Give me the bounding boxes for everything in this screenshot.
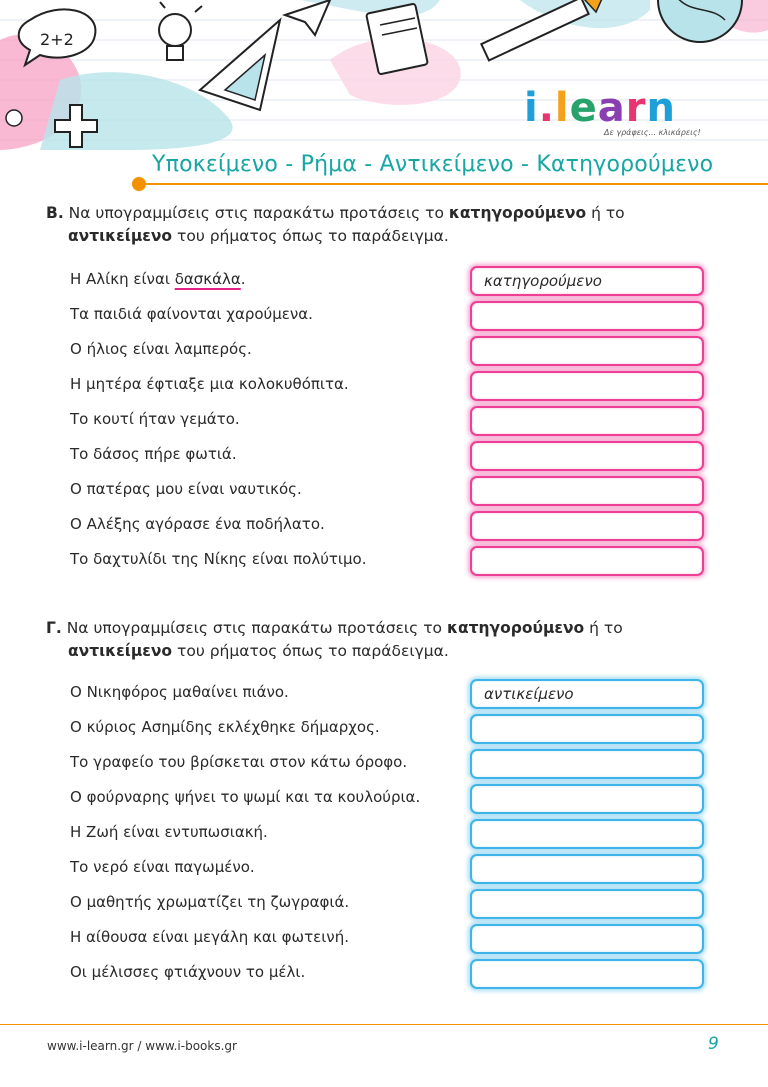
exercise-sentence[interactable]: Ο πατέρας μου είναι ναυτικός. [70, 480, 302, 498]
answer-box[interactable] [470, 406, 704, 436]
title-bullet-dot [132, 177, 146, 191]
answer-box[interactable] [470, 511, 704, 541]
underlined-word: δασκάλα [174, 270, 241, 288]
instr-text: του ρήματος όπως το παράδειγμα. [177, 642, 449, 660]
ilearn-logo [524, 85, 701, 142]
section-b-instructions [46, 202, 736, 248]
answer-box[interactable] [470, 854, 704, 884]
title-underline [138, 183, 768, 185]
answer-box[interactable] [470, 336, 704, 366]
exercise-sentence[interactable]: Οι μέλισσες φτιάχνουν το μέλι. [70, 963, 306, 981]
instr-bold-object: αντικείμενο [68, 642, 173, 660]
answer-box[interactable] [470, 476, 704, 506]
exercise-row [0, 887, 768, 921]
answer-box[interactable] [470, 784, 704, 814]
answer-box[interactable] [470, 889, 704, 919]
exercise-row [0, 334, 768, 368]
exercise-row [0, 817, 768, 851]
page-title: Υποκείμενο - Ρήμα - Αντικείμενο - Κατηγορούμενο [152, 152, 714, 177]
answer-box[interactable] [470, 959, 704, 989]
page-number: 9 [708, 1034, 719, 1054]
exercise-sentence[interactable]: Ο μαθητής χρωματίζει τη ζωγραφιά. [70, 893, 350, 911]
exercise-sentence[interactable]: Ο Αλέξης αγόρασε ένα ποδήλατο. [70, 515, 325, 533]
exercise-row [0, 474, 768, 508]
svg-text:2+2: 2+2 [40, 30, 74, 49]
example-sentence: Ο Νικηφόρος μαθαίνει πιάνο. [70, 683, 289, 701]
exercise-sentence[interactable]: Τα παιδιά φαίνονται χαρούμενα. [70, 305, 313, 323]
answer-box[interactable] [470, 441, 704, 471]
exercise-row-example [0, 264, 768, 298]
exercise-sentence[interactable]: Ο κύριος Ασημίδης εκλέχθηκε δήμαρχος. [70, 718, 380, 736]
exercise-row [0, 957, 768, 991]
answer-box[interactable] [470, 819, 704, 849]
instr-bold-predicate: κατηγορούμενο [448, 204, 587, 222]
exercise-sentence[interactable]: Η αίθουσα είναι μεγάλη και φωτεινή. [70, 928, 349, 946]
answer-box[interactable] [470, 749, 704, 779]
exercise-row [0, 782, 768, 816]
footer-divider [0, 1024, 768, 1025]
footer-links[interactable]: www.i-learn.gr / www.i-books.gr [47, 1039, 237, 1053]
answer-box[interactable]: αντικείμενο [470, 679, 704, 709]
exercise-row [0, 544, 768, 578]
instr-bold-predicate: κατηγορούμενο [446, 619, 585, 637]
answer-box[interactable] [470, 924, 704, 954]
exercise-sentence[interactable]: Ο φούρναρης ψήνει το ψωμί και τα κουλούρια. [70, 788, 421, 806]
example-sentence: Η Αλίκη είναι δασκάλα. [70, 270, 246, 288]
exercise-row [0, 712, 768, 746]
section-g-instructions [46, 617, 736, 663]
section-b-letter: Β. [46, 204, 64, 222]
logo-wordmark: i.learn [524, 85, 676, 131]
instr-text: ή το [589, 619, 623, 637]
exercise-row [0, 404, 768, 438]
exercise-sentence[interactable]: Η Ζωή είναι εντυπωσιακή. [70, 823, 268, 841]
exercise-row [0, 509, 768, 543]
exercise-row [0, 852, 768, 886]
exercise-row [0, 299, 768, 333]
exercise-row-example [0, 677, 768, 711]
section-g-letter: Γ. [46, 619, 62, 637]
exercise-row [0, 439, 768, 473]
exercise-sentence[interactable]: Το δάσος πήρε φωτιά. [70, 445, 237, 463]
exercise-row [0, 369, 768, 403]
exercise-sentence[interactable]: Το γραφείο του βρίσκεται στον κάτω όροφο. [70, 753, 408, 771]
instr-text: Να υπογραμμίσεις στις παρακάτω προτάσεις το [68, 204, 444, 222]
logo-tagline: Δε γράφεις... κλικάρεις! [604, 128, 701, 137]
instr-text: του ρήματος όπως το παράδειγμα. [177, 227, 449, 245]
instr-text: ή το [591, 204, 625, 222]
answer-box[interactable] [470, 301, 704, 331]
exercise-sentence[interactable]: Ο ήλιος είναι λαμπερός. [70, 340, 252, 358]
header-illustration [0, 0, 768, 150]
answer-box[interactable] [470, 371, 704, 401]
exercise-sentence[interactable]: Η μητέρα έφτιαξε μια κολοκυθόπιτα. [70, 375, 349, 393]
exercise-sentence[interactable]: Το δαχτυλίδι της Νίκης είναι πολύτιμο. [70, 550, 367, 568]
exercise-row [0, 922, 768, 956]
answer-box[interactable]: κατηγορούμενο [470, 266, 704, 296]
instr-bold-object: αντικείμενο [68, 227, 173, 245]
instr-text: Να υπογραμμίσεις στις παρακάτω προτάσεις το [66, 619, 443, 637]
exercise-sentence[interactable]: Το νερό είναι παγωμένο. [70, 858, 255, 876]
answer-box[interactable] [470, 546, 704, 576]
answer-box[interactable] [470, 714, 704, 744]
exercise-row [0, 747, 768, 781]
exercise-sentence[interactable]: Το κουτί ήταν γεμάτο. [70, 410, 240, 428]
